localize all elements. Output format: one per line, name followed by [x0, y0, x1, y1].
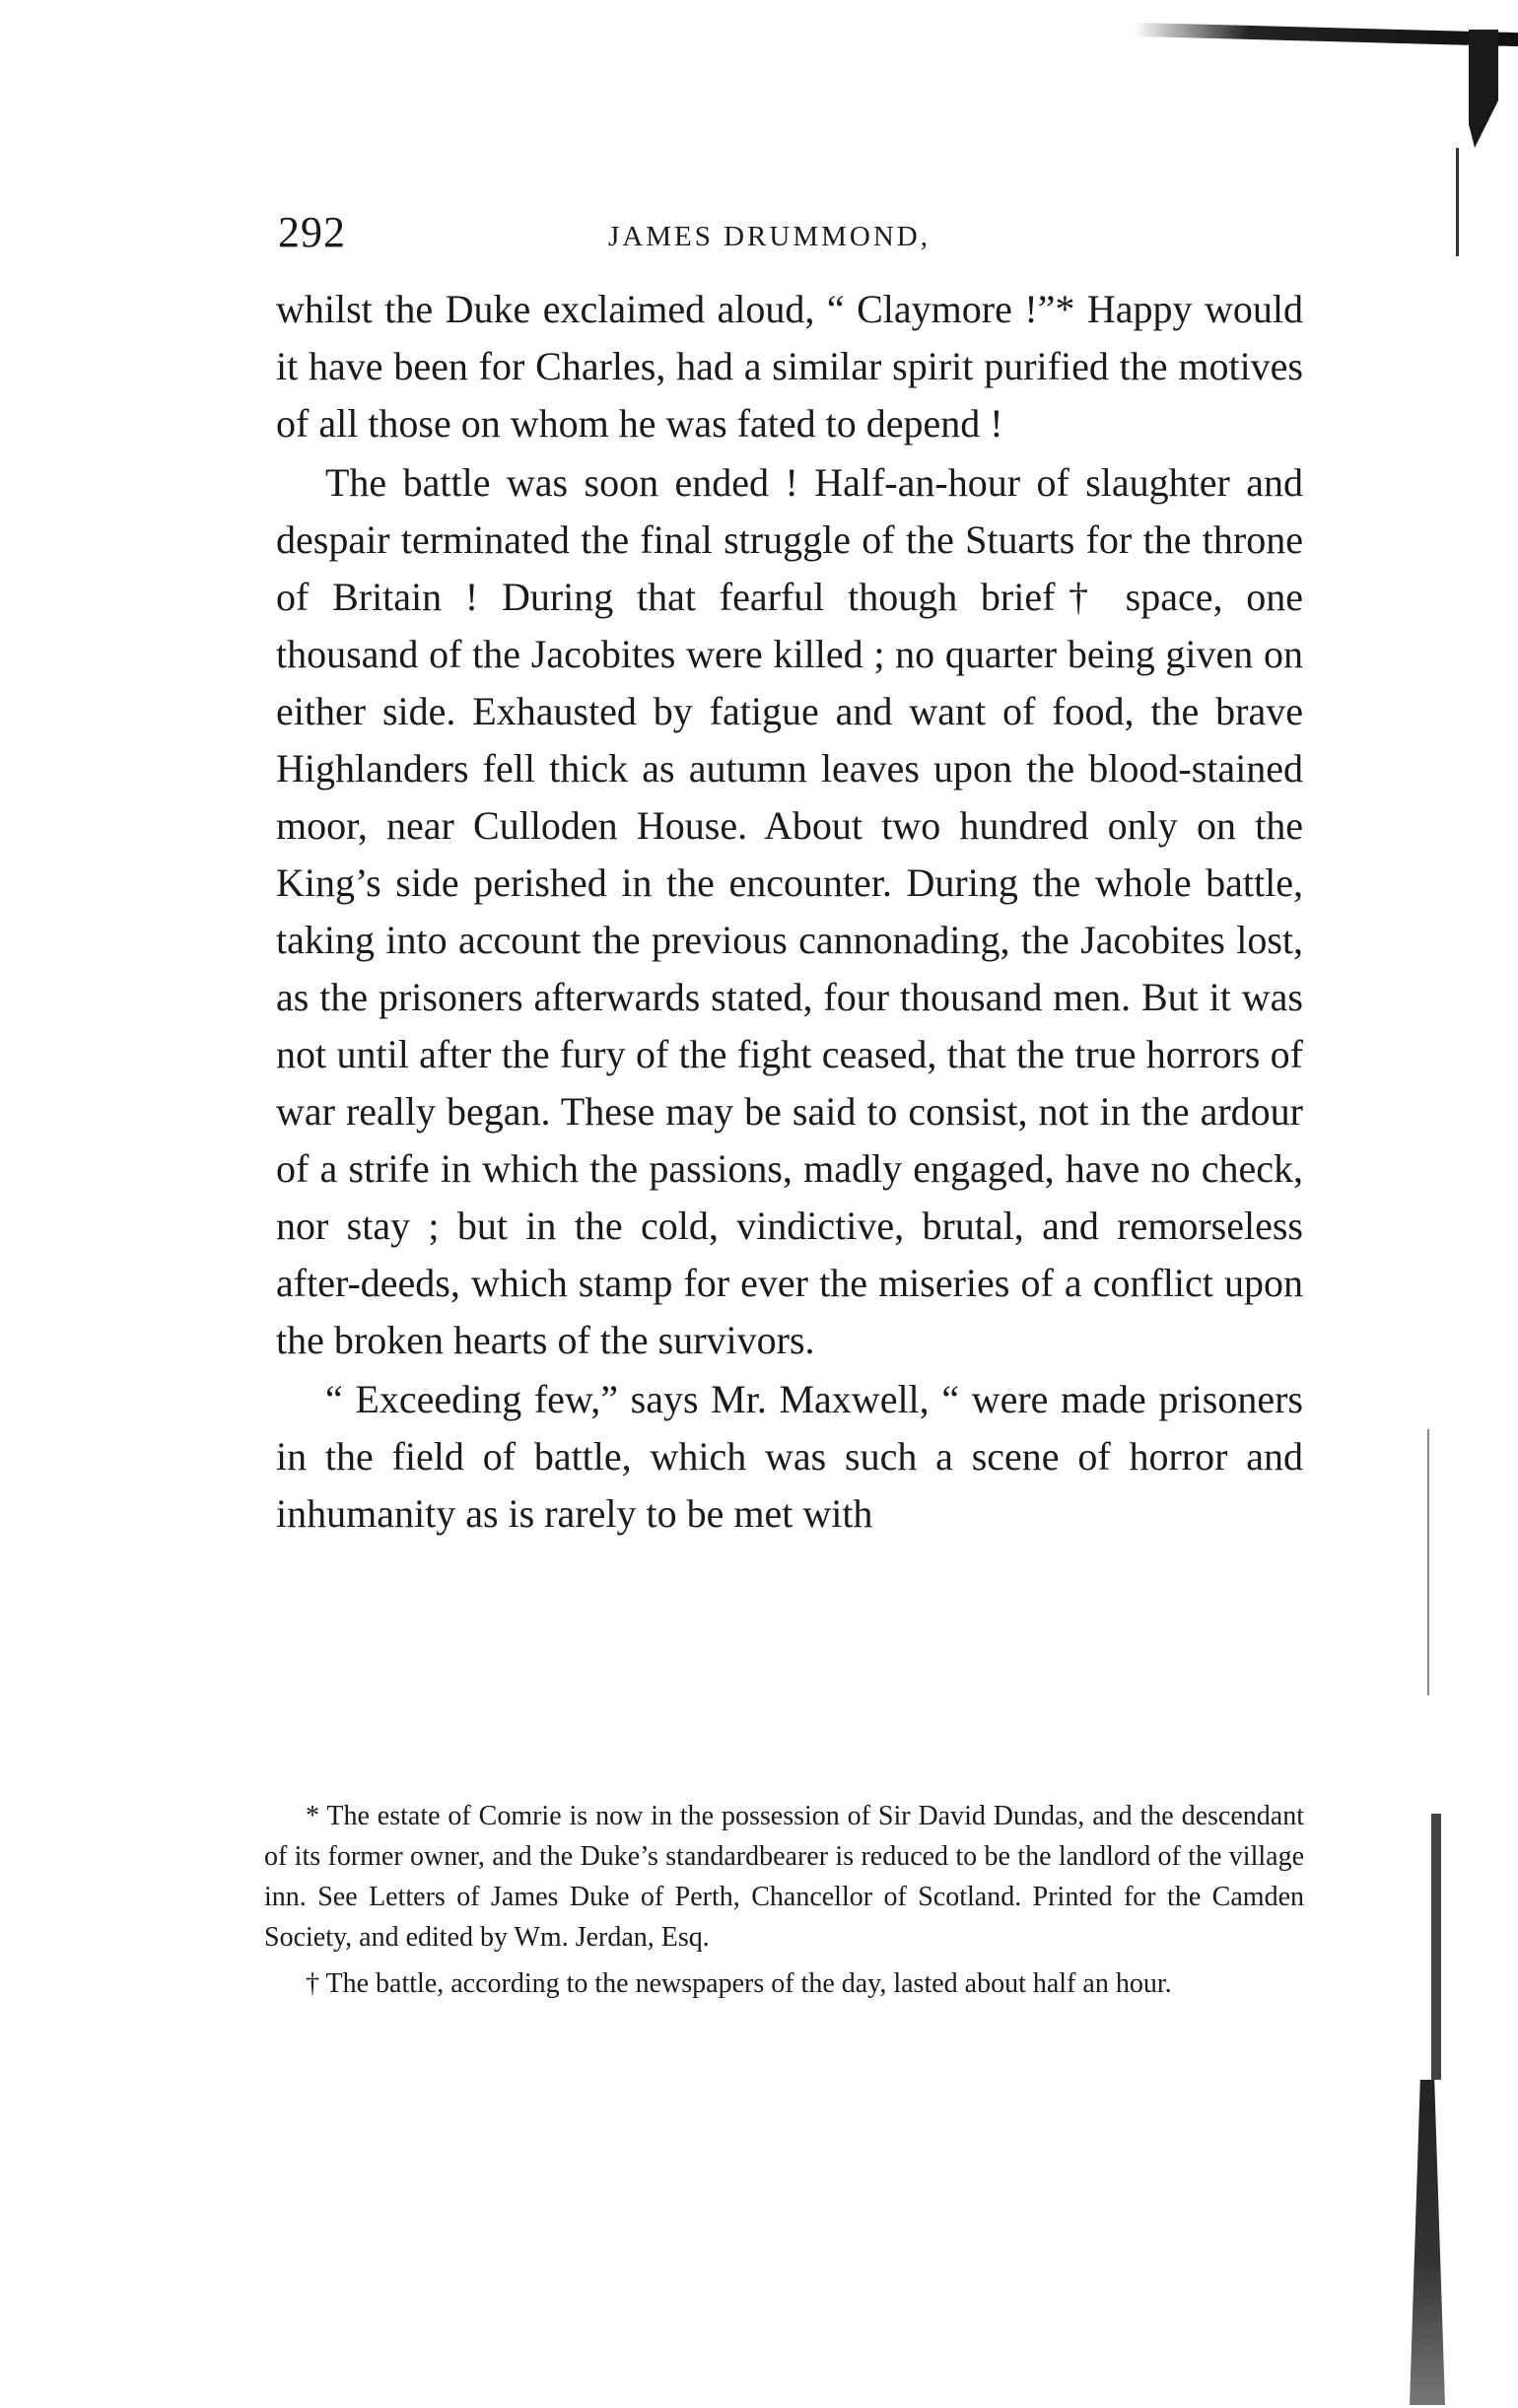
- scan-edge-bottom: [1410, 2080, 1445, 2405]
- page-number: 292: [278, 208, 346, 256]
- paragraph-3: “ Exceeding few,” says Mr. Maxwell, “ were made prisoners in the field of battle, which was such a scene of horror and inhumanity as is rarely to be met with: [276, 1377, 1303, 1536]
- footnote-dagger: † The battle, according to the newspapers of the day, lasted about half an hour.: [306, 1968, 1172, 1999]
- footnotes: [264, 1796, 1304, 2010]
- paragraph-2: The battle was soon ended ! Half-an-hour of slaughter and despair terminated the final struggle of the Stuarts for the throne of Britain ! During that fearful though brief† space, one thousand of the Jacobites were killed ; no quarter being given on either side. Exhausted by fatigue and want of food, the brave Highlanders fell thick as autumn leaves upon the blood-stained moor, near Culloden House. About two hundred only on the King’s side perished in the encounter. During the whole battle, taking into account the previous cannonading, the Jacobites lost, as the prisoners afterwards stated, four thousand men. But it was not until after the fury of the fight ceased, that the true horrors of war really began. These may be said to consist, not in the ardour of a strife in which the passions, madly engaged, have no check, nor stay ; but in the cold, vindictive, brutal, and remorseless after-deeds, which stamp for ever the miseries of a conflict upon the broken hearts of the survivors.: [276, 460, 1303, 1362]
- paragraph-1: whilst the Duke exclaimed aloud, “ Claymore !”* Happy would it have been for Charles, had a similar spirit purified the motives of all those on whom he was fated to depend !: [276, 287, 1303, 446]
- scan-edge-corner: [1469, 30, 1498, 148]
- scan-edge-top: [1134, 23, 1518, 46]
- scan-edge-faint: [1427, 1429, 1429, 1695]
- page-header: [278, 207, 1303, 266]
- running-head: JAMES DRUMMOND,: [608, 221, 931, 252]
- footnote-asterisk: * The estate of Comrie is now in the possession of Sir David Dundas, and the descendant of its former owner, and the Duke’s standardbearer is reduced to be the landlord of the village inn. See Letters of James Duke of Perth, Chancellor of Scotland. Printed for the Camden Society, and edited by Wm. Jerdan, Esq.: [264, 1801, 1304, 1953]
- scan-edge-right: [1431, 1814, 1441, 2080]
- scan-edge-line: [1456, 148, 1459, 256]
- body-text: [276, 281, 1303, 1543]
